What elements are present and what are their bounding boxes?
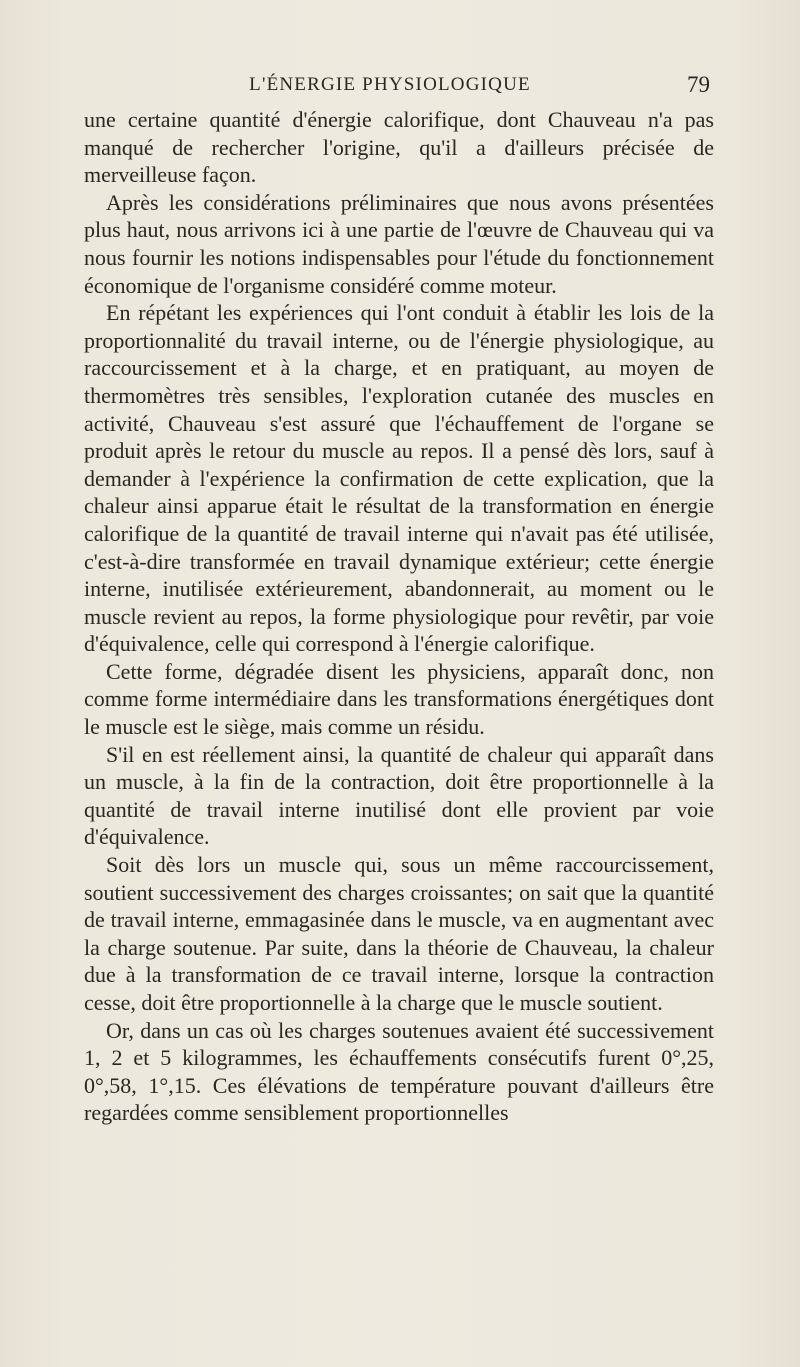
paragraph-2: Après les considérations préliminaires que nous avons présentées plus haut, nous arrivons ici à une partie de l'œuvre de Chauveau qui va nous fournir les notions indispensables pour l'étude du fonctionnement économique de l'organisme considéré comme moteur.	[84, 189, 714, 298]
running-header	[0, 71, 800, 99]
paragraph-4: Cette forme, dégradée disent les physiciens, apparaît donc, non comme forme intermédiaire dans les transformations énergétiques dont le muscle est le siège, mais comme un résidu.	[84, 658, 714, 740]
paragraph-7: Or, dans un cas où les charges soutenues avaient été successivement 1, 2 et 5 kilogrammes, les échauffements consécutifs furent 0°,25, 0°,58, 1°,15. Ces élévations de température pouvant d'ailleurs être regardées comme sensiblement proportionnelles	[84, 1017, 714, 1126]
running-title: L'ÉNERGIE PHYSIOLOGIQUE	[249, 74, 531, 95]
body-text	[84, 106, 714, 1127]
paragraph-6: Soit dès lors un muscle qui, sous un même raccourcissement, soutient successivement des charges croissantes; on sait que la quantité de travail interne, emmagasinée dans le muscle, va en augmentant avec la charge soutenue. Par suite, dans la théorie de Chauveau, la chaleur due à la transformation de ce travail interne, lorsque la contraction cesse, doit être proportionnelle à la charge que le muscle soutient.	[84, 852, 714, 1015]
paragraph-1: une certaine quantité d'énergie calorifique, dont Chauveau n'a pas manqué de rechercher l'origine, qu'il a d'ailleurs précisée de merveilleuse façon.	[84, 107, 714, 188]
paragraph-5: S'il en est réellement ainsi, la quantité de chaleur qui apparaît dans un muscle, à la fin de la contraction, doit être proportionnelle à la quantité de travail interne inutilisé dont elle provient par voie d'équivalence.	[84, 741, 714, 850]
paragraph-3: En répétant les expériences qui l'ont conduit à établir les lois de la proportionnalité du travail interne, ou de l'énergie physiologique, au raccourcissement et à la charge, et en pratiquant, au moyen de thermomètres très sensibles, l'exploration cutanée des muscles en activité, Chauveau s'est assuré que l'échauffement de l'organe se produit après le retour du muscle au repos. Il a pensé dès lors, sauf à demander à l'expérience la confirmation de cette explication, que la chaleur ainsi apparue était le résultat de la transformation en énergie calorifique de la quantité de travail interne qui n'avait pas été utilisée, c'est-à-dire transformée en travail dynamique extérieur; cette énergie interne, inutilisée extérieurement, abandonnerait, au moment ou le muscle revient au repos, la forme physiologique pour revêtir, par voie d'équivalence, celle qui correspond à l'énergie calorifique.	[84, 300, 714, 657]
page-number: 79	[687, 72, 710, 97]
